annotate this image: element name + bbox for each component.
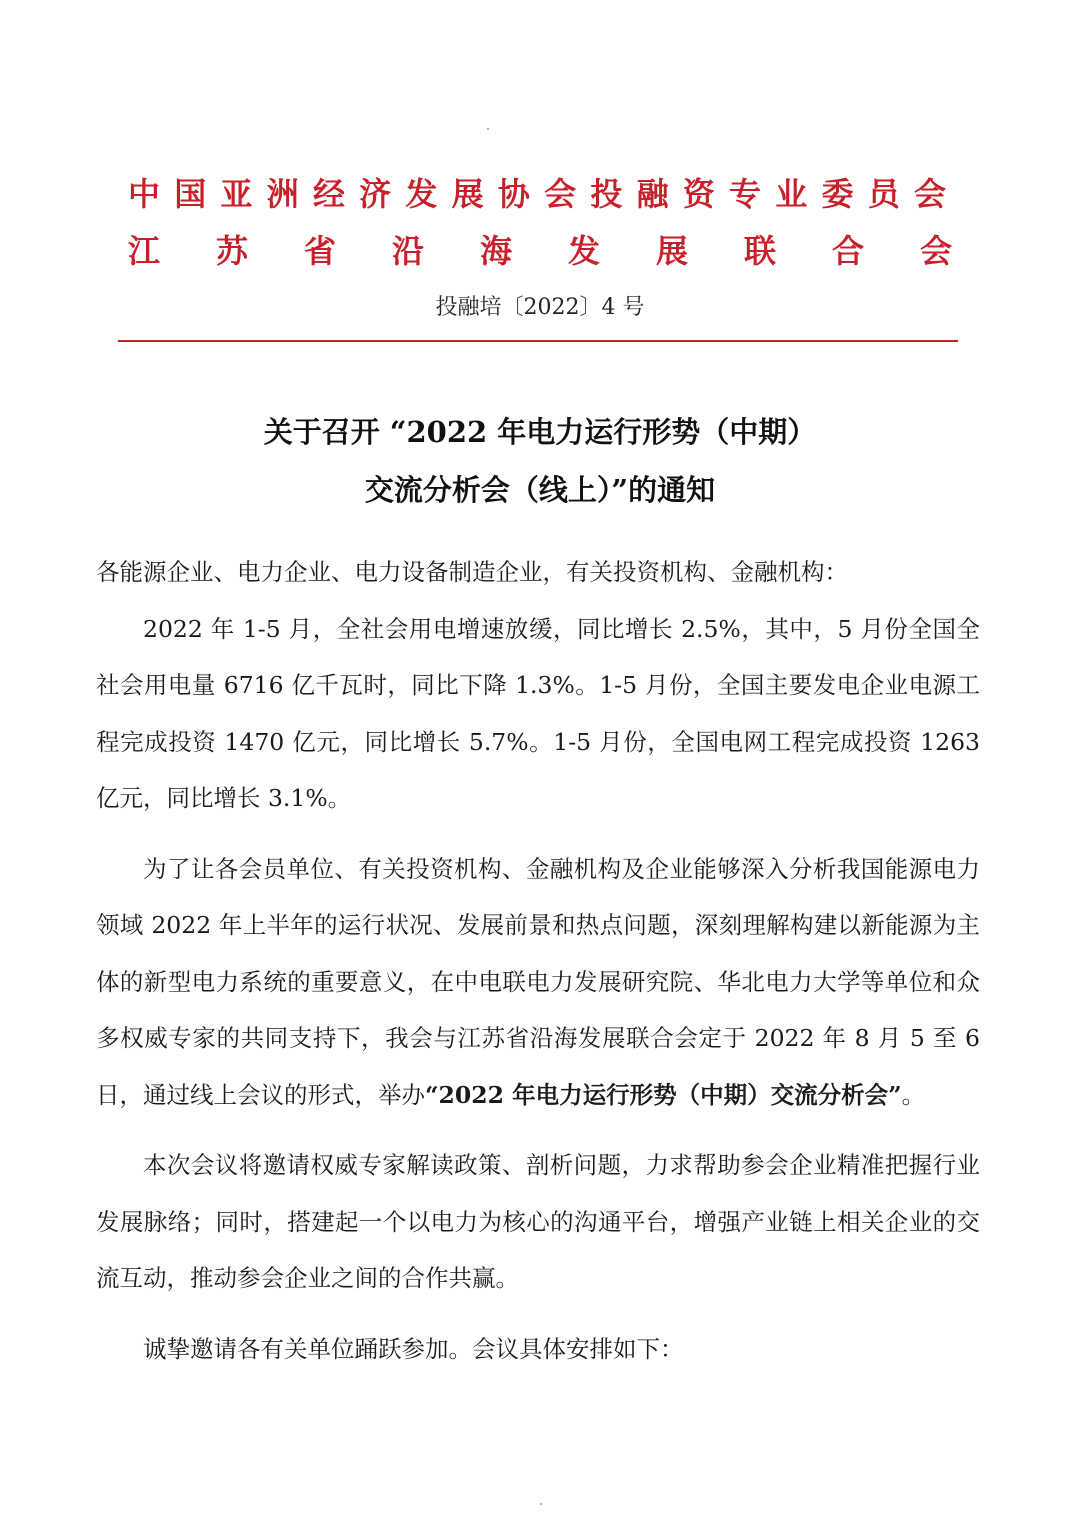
meeting-name-highlight: “2022 年电力运行形势（中期）交流分析会” bbox=[425, 1080, 902, 1109]
scan-speck bbox=[487, 128, 489, 130]
paragraph-purpose bbox=[96, 841, 980, 1124]
scan-speck bbox=[540, 1503, 542, 1505]
salutation: 各能源企业、电力企业、电力设备制造企业，有关投资机构、金融机构： bbox=[96, 558, 848, 586]
notice-title-line-1: 关于召开 “2022 年电力运行形势（中期） bbox=[263, 415, 817, 449]
issuer-line-1: 中国亚洲经济发展协会投融资专业委员会 bbox=[128, 175, 952, 213]
red-divider-line bbox=[118, 340, 958, 342]
notice-body bbox=[96, 544, 980, 1377]
issuer-line-2: 江苏省沿海发展联合会 bbox=[128, 232, 952, 270]
document-number: 投融培〔2022〕4 号 bbox=[435, 295, 645, 320]
paragraph-purpose-end: 。 bbox=[901, 1080, 926, 1109]
paragraph-statistics: 2022 年 1-5 月，全社会用电增速放缓，同比增长 2.5%，其中，5 月份全国全社会用电量 6716 亿千瓦时，同比下降 1.3%。1-5 月份，全国主要发电企业电源工程完成投资 1470 亿元，同比增长 5.7%。1-5 月份，全国电网工程完成投资 1263 亿元，同比增长 3.1%。 bbox=[96, 614, 980, 812]
paragraph-invitation: 诚挚邀请各有关单位踊跃参加。会议具体安排如下： bbox=[143, 1334, 684, 1363]
paragraph-goals: 本次会议将邀请权威专家解读政策、剖析问题，力求帮助参会企业精准把握行业发展脉络；同时，搭建起一个以电力为核心的沟通平台，增强产业链上相关企业的交流互动，推动参会企业之间的合作共赢。 bbox=[96, 1151, 980, 1292]
notice-title-line-2: 交流分析会（线上）”的通知 bbox=[364, 473, 716, 507]
paragraph-purpose-text: 为了让各会员单位、有关投资机构、金融机构及企业能够深入分析我国能源电力领域 2022 年上半年的运行状况、发展前景和热点问题，深刻理解构建以新能源为主体的新型电力系统的重要意义，在中电联电力发展研究院、华北电力大学等单位和众多权威专家的共同支持下，我会与江苏省沿海发展联合会定于 2022 年 8 月 5 至 6 日，通过线上会议的形式，举办 bbox=[96, 854, 980, 1109]
